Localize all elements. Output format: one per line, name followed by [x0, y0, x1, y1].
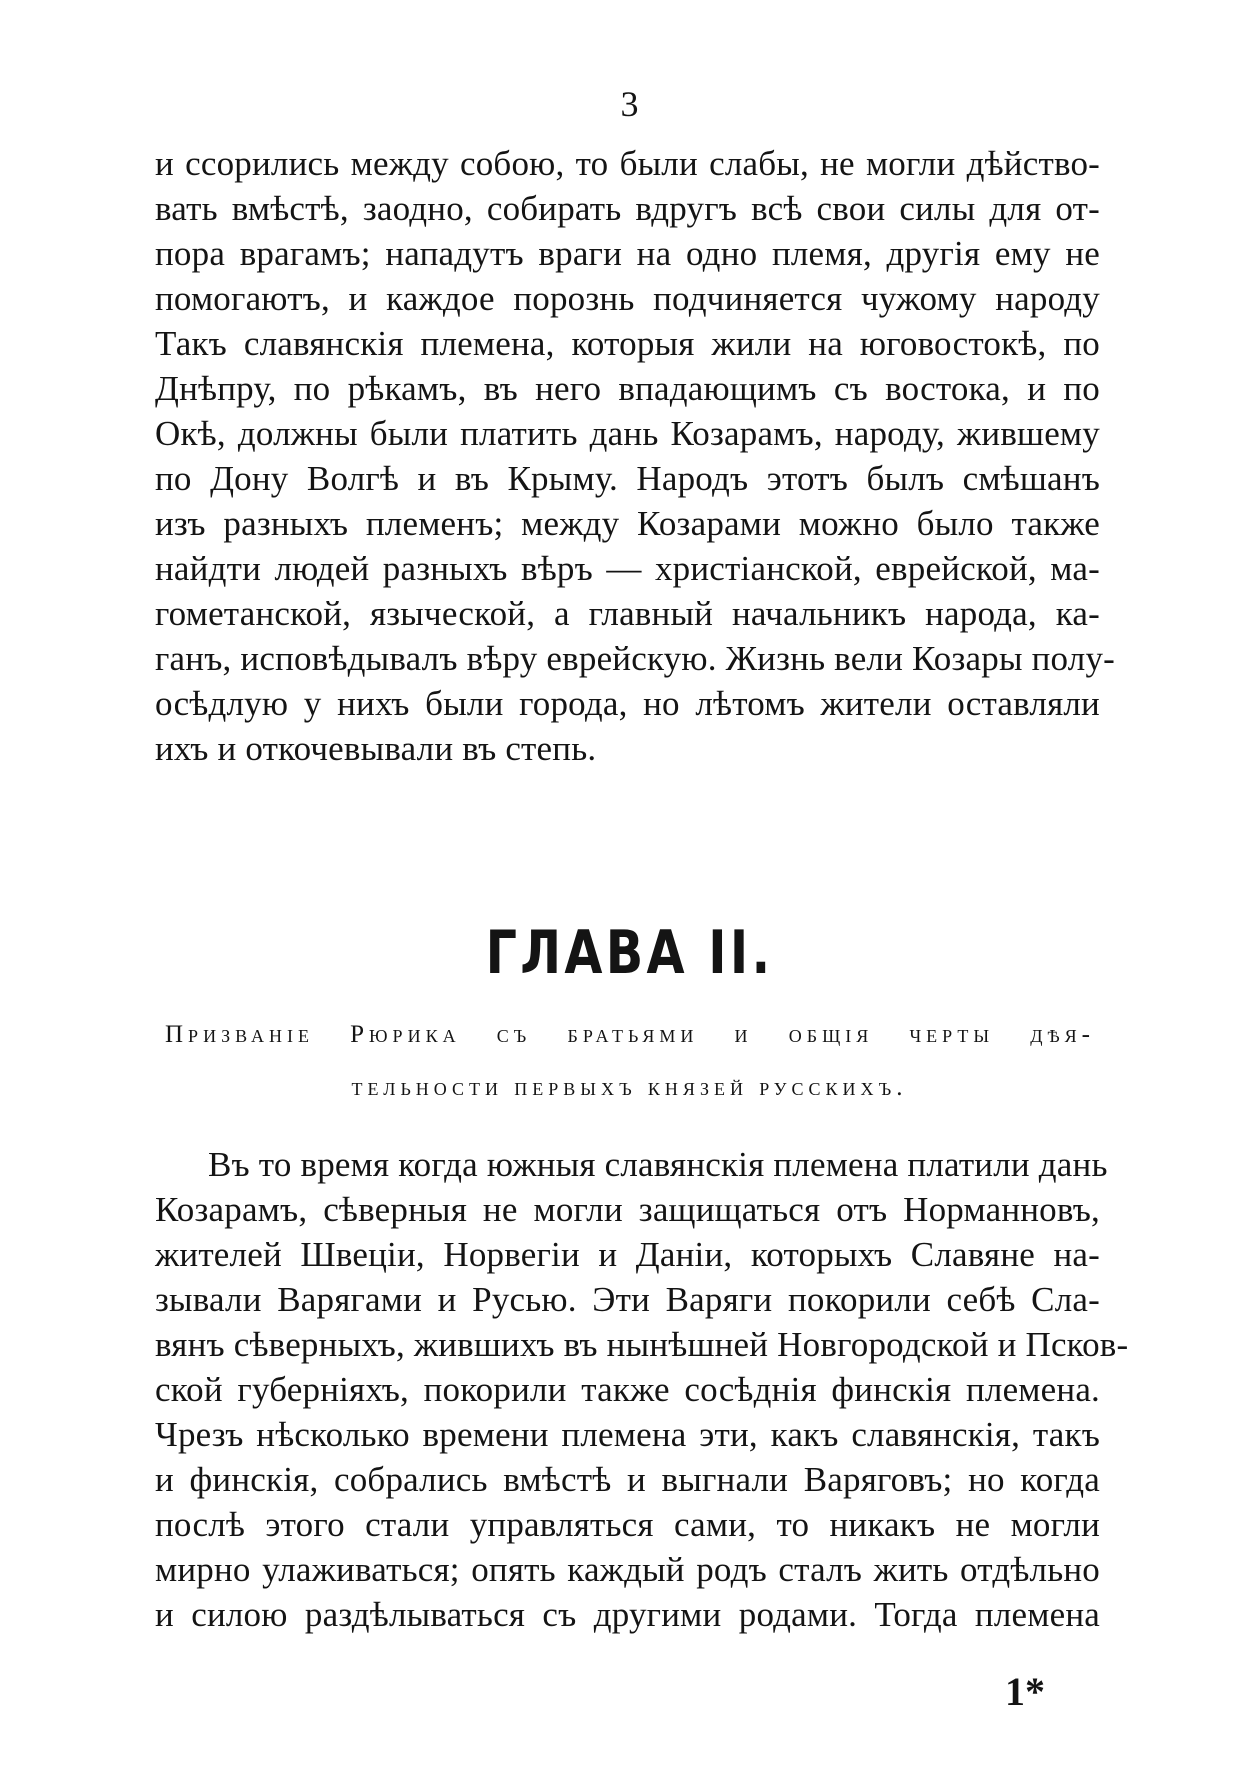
- text-line: помогаютъ, и каждое порознь подчиняется чужому народу: [155, 279, 1100, 318]
- text-line: послѣ этого стали управляться сами, то никакъ не могли: [155, 1505, 1100, 1544]
- text-line: и финскія, собрались вмѣстѣ и выгнали Варяговъ; но когда: [155, 1460, 1100, 1499]
- text-line: мирно улаживаться; опять каждый родъ сталъ жить отдѣльно: [155, 1550, 1100, 1589]
- text-line: ской губерніяхъ, покорили также сосѣднія финскія племена.: [155, 1370, 1100, 1409]
- text-line: вянъ сѣверныхъ, жившихъ въ нынѣшней Новгородской и Псков-: [155, 1325, 1129, 1364]
- text-line: вать вмѣстѣ, заодно, собирать вдругъ всѣ свои силы для от-: [155, 189, 1100, 228]
- chapter-title: ГЛАВА II.: [485, 918, 774, 988]
- signature-mark: 1*: [1005, 1669, 1045, 1714]
- text-line: Козарамъ, сѣверныя не могли защищаться отъ Норманновъ,: [155, 1190, 1100, 1229]
- text-line: ихъ и откочевывали въ степь.: [155, 729, 597, 768]
- text-line: Окѣ, должны были платить дань Козарамъ, народу, жившему: [155, 414, 1100, 453]
- text-line: Въ то время когда южныя славянскія племена платили дань: [208, 1145, 1108, 1184]
- text-line: гометанской, языческой, а главный начальникъ народа, ка-: [155, 594, 1100, 633]
- text-line: и силою раздѣлываться съ другими родами. Тогда племена: [155, 1595, 1100, 1634]
- chapter-subtitle-line: Призваніе Рюрика съ братьями и общія черты дѣя-: [165, 1021, 1095, 1048]
- text-line: по Дону Волгѣ и въ Крыму. Народъ этотъ былъ смѣшанъ: [155, 459, 1100, 498]
- text-line: пора врагамъ; нападутъ враги на одно племя, другія ему не: [155, 234, 1100, 273]
- text-line: Чрезъ нѣсколько времени племена эти, какъ славянскія, такъ: [155, 1415, 1100, 1454]
- text-line: жителей Швеціи, Норвегіи и Даніи, которыхъ Славяне на-: [155, 1235, 1100, 1274]
- text-line: Такъ славянскія племена, которыя жили на юговостокѣ, по: [155, 324, 1100, 363]
- text-line: зывали Варягами и Русью. Эти Варяги покорили себѣ Сла-: [155, 1280, 1100, 1319]
- page-number: 3: [620, 84, 639, 124]
- text-line: ганъ, исповѣдывалъ вѣру еврейскую. Жизнь вели Козары полу-: [155, 639, 1116, 678]
- text-line: Днѣпру, по рѣкамъ, въ него впадающимъ съ востока, и по: [155, 369, 1100, 408]
- text-line: и ссорились между собою, то были слабы, не могли дѣйство-: [155, 144, 1100, 183]
- text-line: найдти людей разныхъ вѣръ — христіанской, еврейской, ма-: [155, 549, 1100, 588]
- text-line: осѣдлую у нихъ были города, но лѣтомъ жители оставляли: [155, 684, 1100, 723]
- text-line: изъ разныхъ племенъ; между Козарами можно было также: [155, 504, 1100, 543]
- chapter-subtitle-line: тельности первыхъ князей русскихъ.: [351, 1074, 908, 1101]
